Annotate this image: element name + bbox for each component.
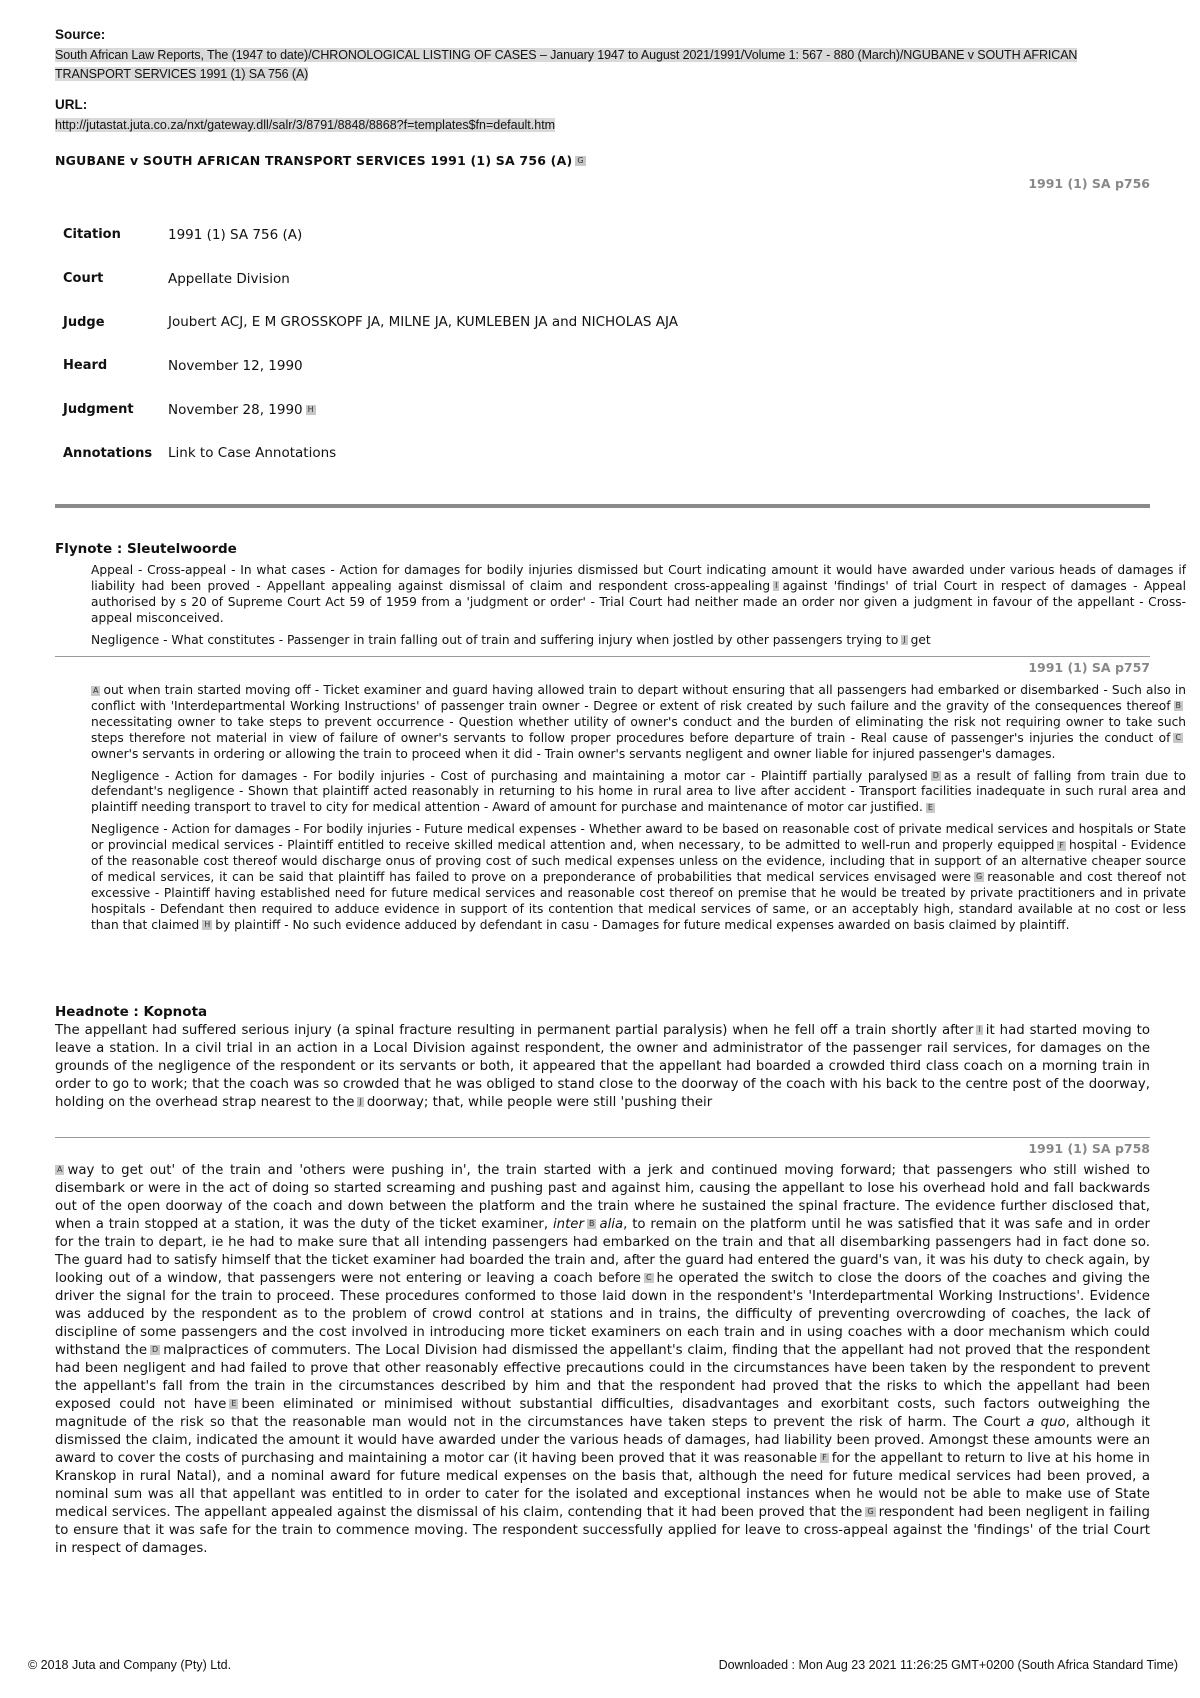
meta-row-annotations xyxy=(55,431,678,475)
text: out when train started moving off - Ticket examiner and guard having allowed train to depart without ensuring that all passengers had embarked or disembarked - Such also in conflict with 'Interdepartmental Working Instructions' of passenger train owner - Degree or extent of risk created by such failure and the gravity of the consequences thereof xyxy=(91,683,1186,713)
meta-row-citation xyxy=(55,213,678,257)
page-break-rule xyxy=(55,1137,1150,1138)
margin-marker: C xyxy=(1175,733,1181,743)
flynote-paragraph xyxy=(91,822,1186,933)
margin-marker: E xyxy=(927,802,933,812)
meta-key: Judge xyxy=(63,314,105,330)
margin-marker: D xyxy=(152,1345,159,1354)
margin-marker: I xyxy=(978,1025,981,1034)
meta-value: Joubert ACJ, E M GROSSKOPF JA, MILNE JA, KUMLEBEN JA and NICHOLAS AJA xyxy=(168,314,678,331)
meta-row-court xyxy=(55,257,678,301)
margin-marker: D xyxy=(932,771,939,781)
text: Negligence - Action for damages - For bodily injuries - Cost of purchasing and maintaining a motor car - Plaintiff partially paralysed xyxy=(91,768,928,783)
source-section xyxy=(55,27,1150,82)
text: Negligence - Action for damages - For bodily injuries - Future medical expenses - Whether award to be based on reasonable cost of private medical services and hospitals or State or provincial medical services - Plaintiff entitled to receive skilled medical attention and, when necessary, to be admitted to well-run and properly equipped xyxy=(91,822,1186,853)
text: owner's servants in ordering or allowing the train to proceed when it did - Train owner's servants negligent and owner liable for injured passenger's damages. xyxy=(91,746,1056,761)
margin-marker: H xyxy=(204,920,211,930)
text: Negligence - What constitutes - Passenger in train falling out of train and suffering injury when jostled by other passengers trying to xyxy=(91,632,899,647)
section-divider xyxy=(55,504,1150,508)
margin-marker: B xyxy=(588,1219,595,1228)
case-title: NGUBANE v SOUTH AFRICAN TRANSPORT SERVICES 1991 (1) SA 756 (A) xyxy=(55,153,573,168)
headnote-block-1 xyxy=(55,1022,1150,1112)
margin-marker: A xyxy=(93,685,99,695)
text: against 'findings' of trial Court in respect of damages - Appeal authorised by s 20 of Supreme Court Act 59 of 1959 from a 'judgment or order' - Trial Court had neither made an order nor given a judgment in favour of the appellant - Cross-appeal misconceived. xyxy=(91,578,1186,625)
text: hospital - Evidence of the reasonable cost thereof would discharge onus of proving cost of such medical expenses unless on the evidence, including that in support of an alternative cheaper source of medical services, it can be said that plaintiff has failed to prove on a preponderance of probabilities that medical services envisaged were xyxy=(91,838,1186,884)
flynote-paragraph xyxy=(91,563,1186,627)
margin-marker: J xyxy=(359,1097,362,1106)
page-ref-756: 1991 (1) SA p756 xyxy=(1028,176,1150,191)
meta-row-judgment xyxy=(55,388,678,432)
copyright-text: © 2018 Juta and Company (Pty) Ltd. xyxy=(28,1658,232,1672)
page-ref-758: 1991 (1) SA p758 xyxy=(1028,1141,1150,1156)
meta-value: November 12, 1990 xyxy=(168,357,303,374)
source-label: Source: xyxy=(55,27,106,42)
text: it had started moving to leave a station. In a civil trial in an action in a Local Division against respondent, the owner and administrator of the passenger rail services, for damages on the grounds of the negligence of the respondent or its servants or both, it appeared that the appellant had boarded a crowded third class coach on a morning train in order to go to work; that the coach was so crowded that he was obliged to stand close to the doorway of the coach with his back to the centre post of the doorway, holding on the overhead strap nearest to the xyxy=(55,1023,1150,1110)
margin-marker: J xyxy=(903,635,906,645)
margin-marker: I xyxy=(775,581,778,591)
url-section xyxy=(55,97,1150,133)
text: , to remain on the platform until he was satisfied that it was safe and in order for the train to depart, ie he had to make sure that all intending passengers had embarked on the train and that all disembarking passengers had in fact done so. The guard had to satisfy himself that the ticket examiner had boarded the train and, after the guard had entered the guard's van, it was his duty to check again, by looking out of a window, that passengers were not entering or leaving a coach before xyxy=(55,1217,1150,1286)
url-label: URL: xyxy=(55,97,88,112)
text: The appellant had suffered serious injury (a spinal fracture resulting in permanent partial paralysis) when he fell off a train shortly after xyxy=(55,1023,974,1038)
page-ref-757: 1991 (1) SA p757 xyxy=(1028,660,1150,675)
text: been eliminated or minimised without substantial difficulties, disadvantages and exorbitant costs, such factors outweighing the magnitude of the risk so that the reasonable man would not in the circumstances have taken steps to prevent the risk of harm. The Court xyxy=(55,1397,1150,1430)
meta-value: Appellate Division xyxy=(168,270,290,287)
text: way to get out' of the train and 'others were pushing in', the train started with a jerk and continued moving forward; that passengers who still wished to disembark or were in the act of doing so started screaming and pushing past and against him, causing the appellant to lose his overhead hold and fall backwards out of the open doorway of the coach and down between the platform and the train where he sustained the spinal fracture. The evidence further disclosed that, when a train stopped at a station, it was the duty of the ticket examiner, xyxy=(55,1163,1150,1232)
meta-value: 1991 (1) SA 756 (A) xyxy=(168,226,303,243)
flynote-block-1 xyxy=(55,563,1186,655)
flynote-paragraph xyxy=(91,683,1186,763)
page-footer xyxy=(28,1658,1178,1672)
meta-row-judge xyxy=(55,300,678,344)
annotations-link[interactable]: Link to Case Annotations xyxy=(168,445,337,462)
text: , although it dismissed the claim, indicated the amount it would have awarded under the various heads of damages, had liability been proved. Amongst these amounts were an award to cover the costs of purchasing and maintaining a motor car (it having been proved that it was reasonable xyxy=(55,1415,1150,1466)
meta-value xyxy=(168,388,678,432)
text: doorway; that, while people were still 'pushing their xyxy=(366,1095,713,1110)
text: he operated the switch to close the doors of the coaches and giving the driver the signal for the train to proceed. These procedures conformed to those laid down in the respondent's 'Interdepartmental Working Instructions'. Evidence was adduced by the respondent as to the problem of crowd control at stations and in trains, the difficulty of preventing overcrowding of coaches, the lack of discipline of some passengers and the cost involved in introducing more ticket examiners on each train and in using coaches with a door mechanism which could withstand the xyxy=(55,1271,1150,1358)
meta-key: Court xyxy=(63,271,104,287)
margin-marker: F xyxy=(1059,840,1065,850)
margin-marker: G xyxy=(577,155,584,165)
text: Appeal - Cross-appeal - In what cases - Action for damages for bodily injuries dismissed but Court indicating amount it would have awarded under various heads of damages if liability had been proved - Appellant appealing against dismissal of claim and respondent cross-appealing xyxy=(91,563,1186,593)
meta-key: Citation xyxy=(63,227,121,243)
italic-text: alia xyxy=(599,1217,624,1232)
meta-value-text: November 28, 1990 xyxy=(168,401,303,418)
page-break-rule xyxy=(55,656,1150,657)
flynote-title: Flynote : Sleutelwoorde xyxy=(55,541,237,557)
italic-text: a quo xyxy=(1026,1415,1066,1430)
text: for the appellant to return to live at his home in Kranskop in rural Natal), and a nominal award for future medical expenses on the basis that, although the need for future medical services had been proved, a nominal sum was all that appellant was entitled to in order to cater for the isolated and exceptional instances when he would not be able to make use of State medical services. The appellant appealed against the dismissal of his claim, contending that it had been proved that the xyxy=(55,1451,1150,1520)
url-link[interactable]: http://jutastat.juta.co.za/nxt/gateway.dll/salr/3/8791/8848/8868?f=templates$fn=default.htm xyxy=(55,118,556,132)
text: necessitating owner to take steps to prevent occurrence - Question whether utility of owner's conduct and the burden of eliminating the risk not requiring owner to take such steps therefore not material in view of failure of owner's servants to follow proper procedures before departure of train - Real cause of passenger's injuries the conduct of xyxy=(91,714,1186,745)
margin-marker: G xyxy=(976,872,983,882)
text: respondent had been negligent in failing to ensure that it was safe for the train to commence moving. The respondent successfully applied for leave to cross-appeal against the 'findings' of the trial Court in respect of damages. xyxy=(55,1505,1150,1556)
meta-key: Judgment xyxy=(63,402,134,418)
margin-marker: E xyxy=(231,1399,237,1408)
download-timestamp: Downloaded : Mon Aug 23 2021 11:26:25 GMT+0200 (South Africa Standard Time) xyxy=(718,1658,1178,1672)
source-breadcrumb[interactable]: South African Law Reports, The (1947 to date)/CHRONOLOGICAL LISTING OF CASES – January 1947 to August 2021/1991/Volume 1: 567 - 880 (March)/NGUBANE v SOUTH AFRICAN TRANSPORT SERVICES 1991 (1) SA 756 (A) xyxy=(55,48,1078,81)
headnote-title: Headnote : Kopnota xyxy=(55,1004,208,1020)
case-metadata-table xyxy=(55,213,678,475)
headnote-block-2 xyxy=(55,1162,1150,1558)
meta-row-heard xyxy=(55,344,678,388)
margin-marker: F xyxy=(822,1453,827,1462)
flynote-paragraph xyxy=(91,633,1186,649)
margin-marker: A xyxy=(57,1165,63,1174)
text: reasonable and cost thereof not excessive - Plaintiff having established need for future medical services and reasonable cost thereof on premise that he would be treated by private practitioners and in private hospitals - Defendant then required to adduce evidence in support of its contention that medical services of same, or an acceptably high, standard available at no cost or less than that claimed xyxy=(91,869,1186,932)
flynote-paragraph xyxy=(91,769,1186,817)
text: as a result of falling from train due to defendant's negligence - Shown that plaintiff acted reasonably in returning to his home in rural area to live after accident - Transport facilities inadequate in such rural area and plaintiff needing transport to travel to city for medical attention - Award of amount for purchase and maintenance of motor car justified. xyxy=(91,768,1186,815)
margin-marker: C xyxy=(645,1273,652,1282)
case-title-row xyxy=(55,150,1150,169)
italic-text: inter xyxy=(552,1217,584,1232)
meta-key: Heard xyxy=(63,358,108,374)
text: get xyxy=(910,632,931,647)
margin-marker: G xyxy=(867,1507,874,1516)
flynote-block-2 xyxy=(55,683,1186,940)
margin-marker: H xyxy=(307,404,314,414)
margin-marker: B xyxy=(1175,701,1181,711)
text: by plaintiff - No such evidence adduced by defendant in casu - Damages for future medical expenses awarded on basis claimed by plaintiff. xyxy=(215,917,1070,932)
meta-key: Annotations xyxy=(63,445,153,461)
text: malpractices of commuters. The Local Division had dismissed the appellant's claim, finding that the appellant had not proved that the respondent had been negligent and had failed to prove that other reasonably effective precautions could in the circumstances have been taken by the respondent to prevent the appellant's fall from the train in the circumstances described by him and that the respondent had proved that the risks to which the appellant had been exposed could not have xyxy=(55,1343,1150,1412)
